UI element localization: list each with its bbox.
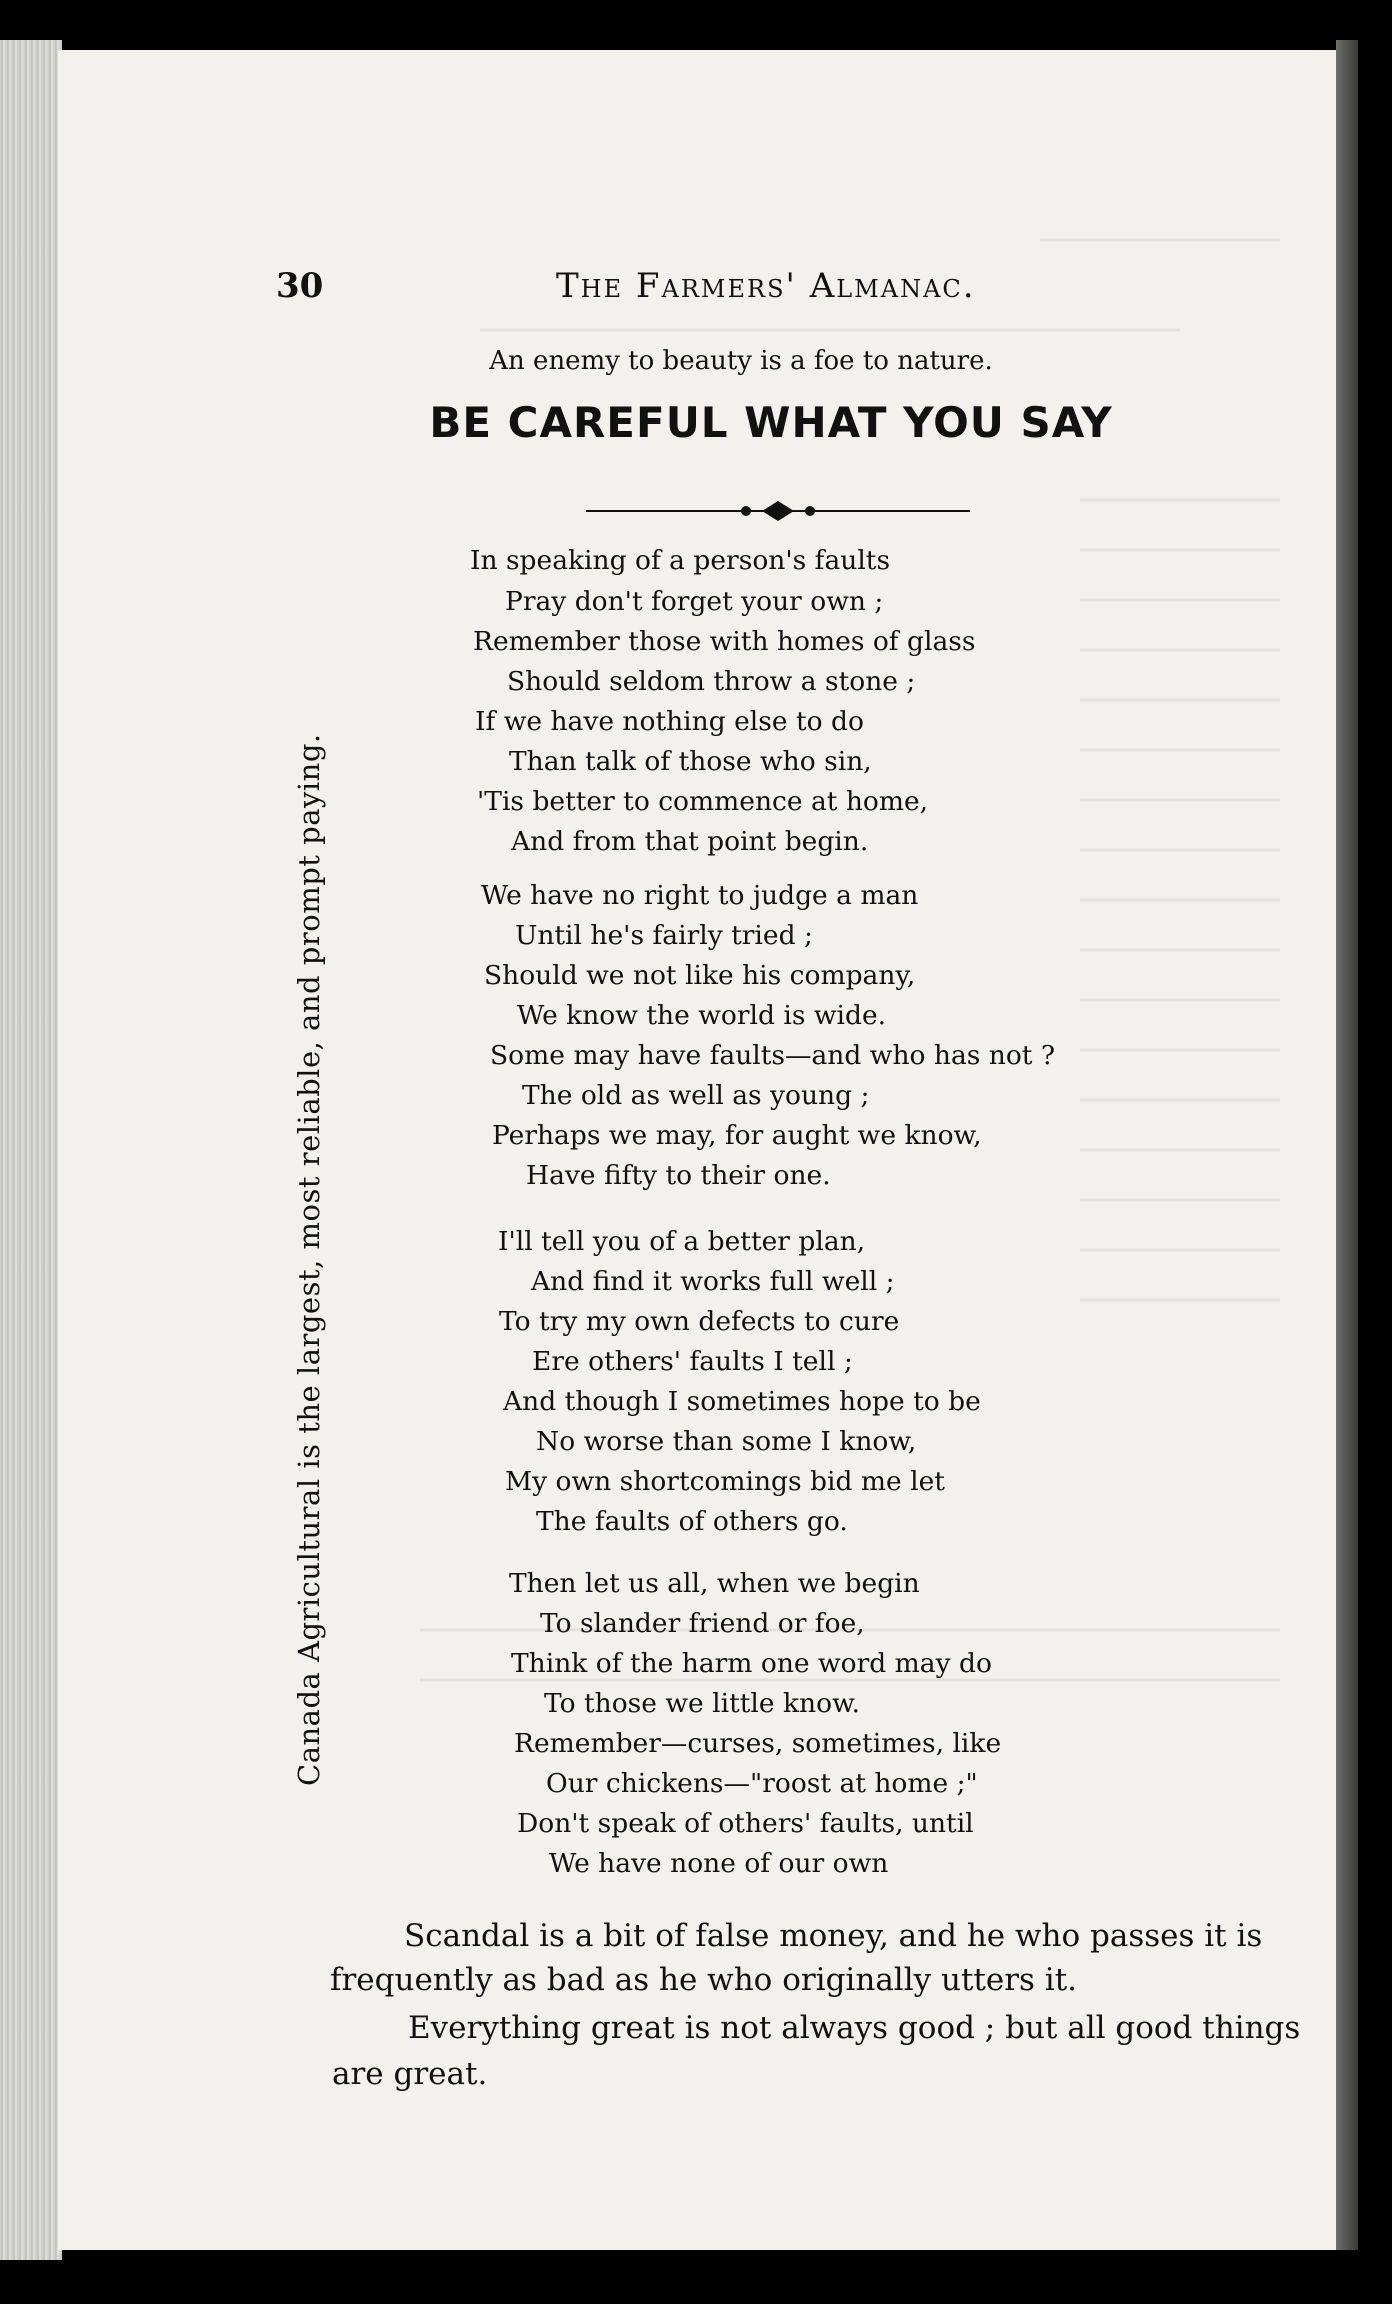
poem-line: I'll tell you of a better plan, <box>498 1226 866 1257</box>
page-header <box>0 266 1392 316</box>
page-number: 30 <box>276 266 324 306</box>
ornament-divider <box>586 498 970 524</box>
side-advertisement: Canada Agricultural is the largest, most reliable, and prompt paying. <box>292 733 326 1786</box>
poem-line: Remember those with homes of glass <box>473 626 976 657</box>
poem-line: No worse than some I know, <box>536 1426 917 1457</box>
closing-sentence-2: Everything great is not always good ; but all good things <box>408 2010 1301 2046</box>
poem-line: We have no right to judge a man <box>481 880 919 911</box>
poem-line: We have none of our own <box>549 1848 889 1879</box>
poem-line: And from that point begin. <box>511 826 869 857</box>
poem-line: Some may have faults—and who has not ? <box>490 1040 1056 1071</box>
poem-line: My own shortcomings bid me let <box>505 1466 945 1497</box>
poem-line: Have fifty to their one. <box>526 1160 831 1191</box>
poem-line: In speaking of a person's faults <box>470 545 891 576</box>
closing-sentence-1: Scandal is a bit of false money, and he who passes it is <box>404 1918 1263 1954</box>
running-title: The Farmers' Almanac. <box>556 266 976 306</box>
closing-sentence-2-cont: are great. <box>332 2056 488 2092</box>
poem-line: We know the world is wide. <box>517 1000 887 1031</box>
poem-line: To those we little know. <box>544 1688 861 1719</box>
poem-line: Pray don't forget your own ; <box>505 586 884 617</box>
poem-line: Remember—curses, sometimes, like <box>514 1728 1002 1759</box>
poem-line: Should seldom throw a stone ; <box>507 666 916 697</box>
poem-line: 'Tis better to commence at home, <box>477 786 929 817</box>
top-saying: An enemy to beauty is a foe to nature. <box>489 346 993 376</box>
closing-sentence-1-cont: frequently as bad as he who originally utters it. <box>330 1962 1078 1998</box>
poem-line: Ere others' faults I tell ; <box>532 1346 853 1377</box>
poem-line: And though I sometimes hope to be <box>503 1386 981 1417</box>
poem-line: The faults of others go. <box>536 1506 848 1537</box>
poem-title: BE CAREFUL WHAT YOU SAY <box>429 398 1113 447</box>
poem-line: The old as well as young ; <box>522 1080 870 1111</box>
poem-line: Then let us all, when we begin <box>509 1568 920 1599</box>
poem-line: To try my own defects to cure <box>499 1306 900 1337</box>
poem-line: Than talk of those who sin, <box>509 746 872 777</box>
poem-line: Don't speak of others' faults, until <box>517 1808 974 1839</box>
poem-line: To slander friend or foe, <box>540 1608 865 1639</box>
poem-line: Think of the harm one word may do <box>511 1648 992 1679</box>
poem-line: Our chickens—"roost at home ;" <box>546 1768 978 1799</box>
poem-line: Until he's fairly tried ; <box>515 920 813 951</box>
poem-line: If we have nothing else to do <box>475 706 864 737</box>
poem-line: Perhaps we may, for aught we know, <box>492 1120 982 1151</box>
poem-line: And find it works full well ; <box>531 1266 895 1297</box>
poem-line: Should we not like his company, <box>484 960 916 991</box>
